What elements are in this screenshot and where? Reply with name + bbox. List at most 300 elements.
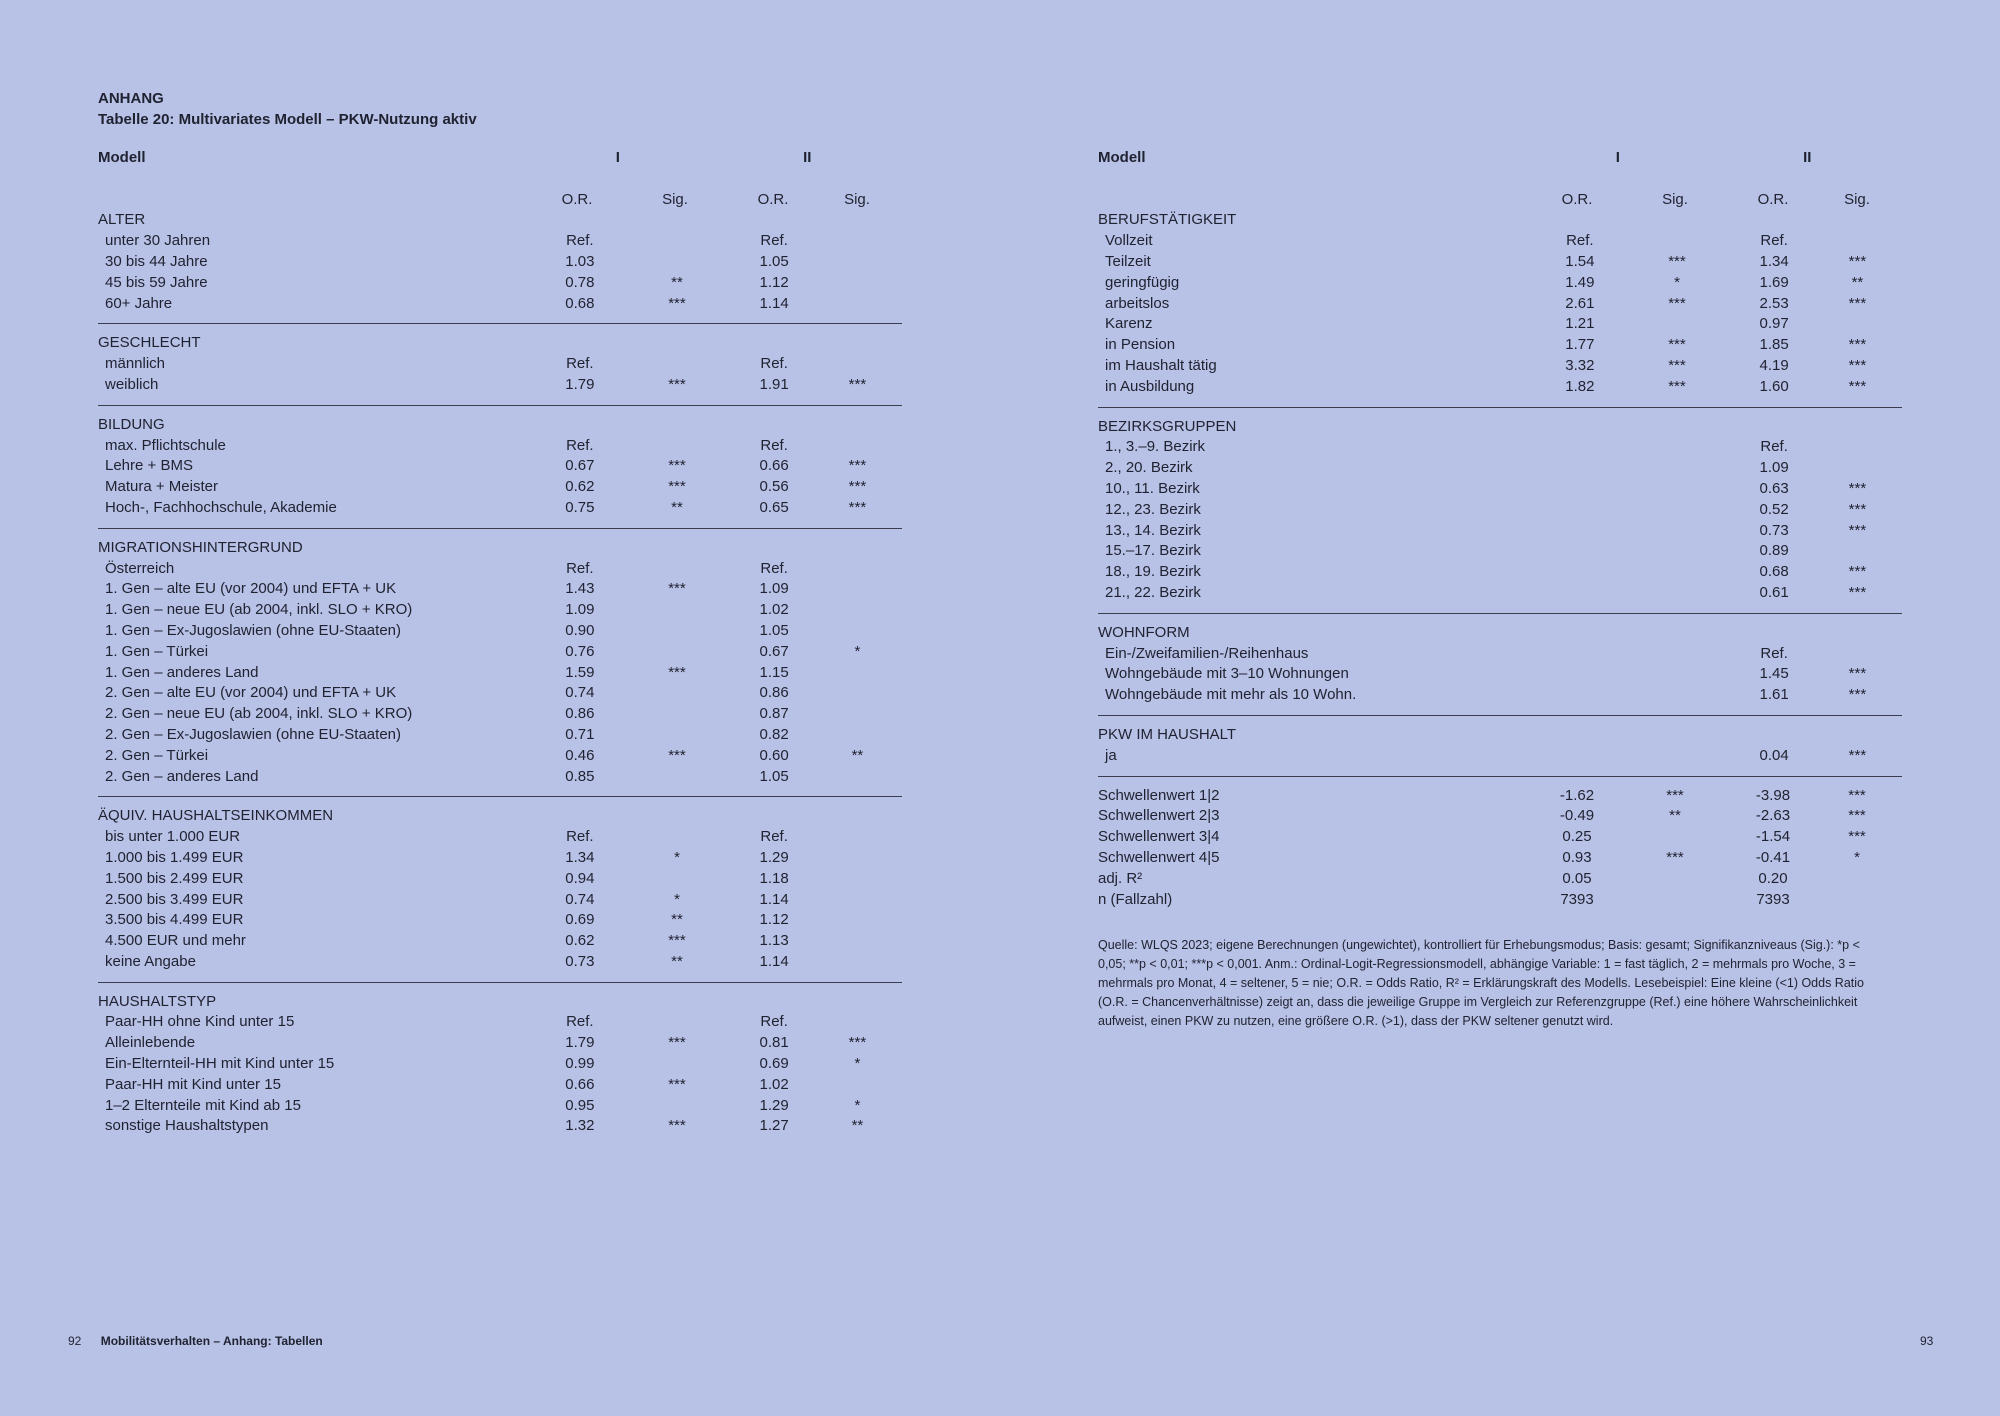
or-value-model-ii: Ref. [760,1013,788,1031]
section-title: PKW IM HAUSHALT [1098,725,1237,743]
sig-value-model-ii [813,252,902,273]
or-value-model-ii: 0.61 [1759,583,1789,601]
sig-header: Sig. [662,190,688,208]
table-row [98,1116,902,1137]
sig-value-model-i [1619,231,1736,252]
or-value-model-i: 0.94 [565,869,595,887]
sig-value-model-ii: ** [851,1117,864,1135]
sig-value-model-ii [1813,541,1902,562]
or-sig-header-row [98,190,902,211]
section-title: BILDUNG [98,415,165,433]
or-value-model-ii: 0.97 [1759,315,1789,333]
or-value-model-ii: 1.15 [759,663,789,681]
or-value-model-i: 0.66 [565,1075,595,1093]
row-label: 18., 19. Bezirk [1105,563,1201,581]
section-divider [98,323,902,324]
table-row [1098,356,1902,377]
sig-value-model-ii [813,931,902,952]
sig-value-model-i [1619,644,1736,665]
left-table-body [98,210,902,1137]
sig-value-model-ii: * [854,642,861,660]
sig-value-model-i: *** [668,1117,686,1135]
or-value-model-i: 1.77 [1565,336,1595,354]
sig-value-model-i [1616,890,1734,911]
or-value-model-i [1541,685,1618,706]
section-divider [1098,715,1902,716]
sig-value-model-i [619,559,736,580]
or-value-model-i: 0.90 [565,621,595,639]
sig-value-model-i [619,642,736,663]
or-value-model-i: Ref. [566,1013,594,1031]
or-value-model-i: -0.49 [1559,807,1595,825]
row-label: Paar-HH mit Kind unter 15 [105,1075,281,1093]
or-value-model-i: 0.86 [565,705,595,723]
table-row [98,910,902,931]
row-label: Schwellenwert 3|4 [1098,828,1220,846]
sig-value-model-i [1616,827,1734,848]
table-row [98,456,902,477]
section-label: ANHANG [98,90,164,107]
row-label: Wohngebäude mit 3–10 Wohnungen [1105,665,1349,683]
table-row [98,848,902,869]
sig-header: Sig. [844,190,870,208]
table-title: Tabelle 20: Multivariates Modell – PKW-Nutzung aktiv [98,111,477,128]
row-label: 1. Gen – Türkei [105,642,209,660]
section-divider [1098,613,1902,614]
or-value-model-i: -1.62 [1559,786,1595,804]
row-label: bis unter 1.000 EUR [105,828,241,846]
or-sig-header-row [1098,190,1902,211]
left-table [98,148,902,1137]
row-label: 2. Gen – anderes Land [105,767,259,785]
sig-value-model-i [619,683,736,704]
or-value-model-i: 0.62 [565,478,595,496]
or-value-model-i: 0.74 [565,890,595,908]
section-title: MIGRATIONSHINTERGRUND [98,538,303,556]
sig-value-model-i: ** [671,911,683,929]
section-title: BERUFSTÄTIGKEIT [1098,211,1237,229]
footer-right [1920,1334,1933,1348]
table-row [1098,644,1902,665]
table-row [98,1054,902,1075]
sig-value-model-ii: * [1854,848,1860,866]
or-value-model-ii: 0.04 [1759,746,1789,764]
row-label: n (Fallzahl) [1098,890,1173,908]
table-row [98,354,902,375]
sig-value-model-ii [813,869,902,890]
or-value-model-i: 1.09 [565,601,595,619]
sig-value-model-ii: *** [1848,686,1867,704]
row-label: 2. Gen – neue EU (ab 2004, inkl. SLO + KRO) [105,705,413,723]
sig-value-model-ii [813,600,902,621]
right-table-body [1098,210,1902,776]
sig-value-model-i [619,600,736,621]
or-value-model-ii: 4.19 [1759,356,1789,374]
or-value-model-i [1541,500,1618,521]
or-value-model-ii: 0.69 [759,1055,789,1073]
sig-value-model-i [1619,685,1736,706]
row-label: unter 30 Jahren [105,232,211,250]
sig-value-model-i [1619,458,1736,479]
row-label: Hoch-, Fachhochschule, Akademie [105,498,337,516]
or-value-model-ii: 0.20 [1758,869,1788,887]
row-label: Karenz [1105,315,1153,333]
table-row [1098,252,1902,273]
row-label: 2., 20. Bezirk [1105,459,1193,477]
section-title: ÄQUIV. HAUSHALTSEINKOMMEN [98,807,334,825]
sig-value-model-ii [813,910,902,931]
sig-value-model-i: *** [1668,356,1686,374]
sig-header: Sig. [1662,190,1688,208]
sig-value-model-i [1619,562,1736,583]
or-value-model-i: 0.95 [565,1096,595,1114]
or-value-model-i: 0.78 [565,273,595,291]
table-row [1098,437,1902,458]
sig-value-model-ii: *** [1848,336,1867,354]
or-value-model-ii: -1.54 [1755,828,1791,846]
row-label: Schwellenwert 4|5 [1098,848,1220,866]
or-value-model-i [1541,437,1618,458]
section-divider [98,982,902,983]
row-label: sonstige Haushaltstypen [105,1117,269,1135]
sig-value-model-ii [813,354,902,375]
table-row [98,621,902,642]
section-divider [1098,776,1902,777]
table-row [98,827,902,848]
or-value-model-i: 0.74 [565,684,595,702]
sig-value-model-i: *** [668,457,686,475]
sig-value-model-ii: ** [851,746,864,764]
or-value-model-ii: 1.12 [759,911,789,929]
sig-value-model-ii: *** [1848,500,1867,518]
section-title: BEZIRKSGRUPPEN [1098,417,1237,435]
sig-value-model-i: *** [668,294,686,312]
or-value-model-i: Ref. [566,232,594,250]
or-value-model-ii: 1.61 [1759,686,1789,704]
or-value-model-i [1541,746,1618,767]
source-note: Quelle: WLQS 2023; eigene Berechnungen (ungewichtet), kontrolliert für Erhebungsmodus; Basis: gesamt; Signifikanzniveaus (Sig.): *p < 0,05; **p < 0,01; ***p < 0,001. Anm.: Ordinal-Logit-Regressionsmodell, abhängige Variable: 1 = fast täglich, 2 = mehrmals pro Woche, 3 = mehrmals pro Monat, 4 = seltener, 5 = nie; O.R. = Odds Ratio, R² = Erklärungskraft des Modells. Lesebeispiel: Eine kleine (<1) Odds Ratio (O.R. = Chancenverhältnisse) zeigt an, dass die jeweilige Gruppe im Vergleich zur Referenzgruppe (Ref.) eine höhere Wahrscheinlichkeit aufweist, einen PKW zu nutzen, eine größere O.R. (>1), dass der PKW seltener genutzt wird. [1098,938,1864,1029]
row-label: männlich [105,355,166,373]
or-value-model-ii: 1.69 [1759,273,1789,291]
table-row [98,746,902,767]
or-value-model-ii: 1.02 [759,1075,789,1093]
table-row [1098,521,1902,542]
sig-value-model-ii [813,827,902,848]
table-row [98,498,902,519]
sig-value-model-i [1619,583,1736,604]
row-label: 2.500 bis 3.499 EUR [105,890,244,908]
sig-value-model-i: ** [671,273,683,291]
or-value-model-i: 0.68 [565,294,595,312]
or-value-model-i: 1.82 [1565,377,1595,395]
sig-value-model-ii [813,559,902,580]
sig-value-model-ii: *** [1848,356,1867,374]
table-row [1098,583,1902,604]
sig-value-model-i [619,1012,736,1033]
sig-header: Sig. [1844,190,1870,208]
or-value-model-ii: 0.63 [1759,479,1789,497]
sig-value-model-i [619,354,736,375]
or-value-model-ii: 1.12 [759,273,789,291]
or-value-model-ii: 1.91 [759,375,789,393]
or-header: O.R. [561,190,593,208]
row-label: Österreich [105,559,175,577]
sig-value-model-i: *** [1668,336,1686,354]
or-value-model-i: 1.43 [565,580,595,598]
or-value-model-ii: 0.68 [1759,563,1789,581]
sig-value-model-ii: *** [1848,786,1866,804]
sig-value-model-ii [1812,869,1902,890]
or-value-model-ii: 1.45 [1759,665,1789,683]
or-value-model-i: 1.54 [1565,252,1595,270]
or-value-model-ii: Ref. [760,828,788,846]
right-table [1098,148,1902,1031]
sig-value-model-ii [813,848,902,869]
row-label: max. Pflichtschule [105,436,226,454]
row-label: 21., 22. Bezirk [1105,583,1201,601]
table-row [98,1096,902,1117]
table-row [1098,314,1902,335]
sig-value-model-ii [813,579,902,600]
sig-value-model-i: *** [1668,377,1686,395]
or-value-model-i [1541,479,1618,500]
sig-value-model-i [619,436,736,457]
row-label: weiblich [105,375,159,393]
or-value-model-i: 1.49 [1565,273,1595,291]
table-row [98,477,902,498]
sig-value-model-ii [1813,314,1902,335]
table-row [1098,500,1902,521]
row-label: 4.500 EUR und mehr [105,932,246,950]
or-value-model-i [1541,458,1618,479]
model-ii-header: II [803,149,812,166]
or-value-model-i: 1.59 [565,663,595,681]
sig-value-model-i: ** [1669,807,1681,825]
table-row [1098,786,1902,807]
or-value-model-i: 1.03 [565,252,595,270]
or-value-model-ii: 1.34 [1759,252,1789,270]
table-row [98,1012,902,1033]
or-value-model-i: Ref. [566,355,594,373]
or-value-model-i: 0.75 [565,498,595,516]
or-value-model-i: 1.79 [565,375,595,393]
or-value-model-ii: 1.27 [759,1117,789,1135]
table-row [98,436,902,457]
or-value-model-i [1541,583,1618,604]
sig-value-model-i [1619,479,1736,500]
sig-value-model-i: *** [668,580,686,598]
or-value-model-ii: 1.29 [759,1096,789,1114]
row-label: 13., 14. Bezirk [1105,521,1201,539]
table-row [98,683,902,704]
section-divider [98,796,902,797]
row-label: im Haushalt tätig [1105,356,1217,374]
sig-value-model-ii: *** [848,478,867,496]
or-value-model-i: 0.99 [565,1055,595,1073]
row-label: 2. Gen – Ex-Jugoslawien (ohne EU-Staaten) [105,725,401,743]
sig-value-model-i [1619,746,1736,767]
sig-value-model-i [619,1054,736,1075]
or-value-model-ii: 1.05 [759,252,789,270]
sig-value-model-i: * [1674,273,1680,291]
table-row [1098,806,1902,827]
or-value-model-ii: 1.14 [759,890,789,908]
table-row [1098,294,1902,315]
section-title: GESCHLECHT [98,334,201,352]
row-label: Paar-HH ohne Kind unter 15 [105,1013,295,1031]
page-number-left: 92 [68,1334,82,1348]
or-value-model-i [1541,562,1618,583]
section-divider [98,405,902,406]
or-value-model-ii: 1.14 [759,294,789,312]
or-value-model-ii: Ref. [760,355,788,373]
table-row [98,890,902,911]
or-value-model-ii: Ref. [760,232,788,250]
row-label: Alleinlebende [105,1034,196,1052]
sig-value-model-i [619,704,736,725]
sig-value-model-i [1616,869,1734,890]
table-row [1098,273,1902,294]
or-value-model-i: 1.32 [565,1117,595,1135]
or-value-model-i: 0.69 [565,911,595,929]
sig-value-model-ii: *** [848,375,867,393]
sig-value-model-ii [813,1012,902,1033]
sig-value-model-ii [813,621,902,642]
sig-value-model-i: * [674,848,680,866]
table-row [1098,869,1902,890]
section-divider [98,528,902,529]
footer-left [68,1334,323,1348]
or-value-model-i: 1.21 [1565,315,1595,333]
or-value-model-i: Ref. [566,559,594,577]
row-label: 10., 11. Bezirk [1105,479,1200,497]
or-value-model-ii: Ref. [1760,438,1788,456]
sig-value-model-ii: *** [1848,828,1866,846]
or-value-model-ii: 0.56 [759,478,789,496]
sig-value-model-i [1619,437,1736,458]
or-value-model-ii: 1.09 [759,580,789,598]
or-value-model-i: 0.05 [1562,869,1592,887]
row-label: 2. Gen – alte EU (vor 2004) und EFTA + UK [105,684,397,702]
table-row [1098,848,1902,869]
or-value-model-i: Ref. [1566,232,1594,250]
or-value-model-i: 7393 [1560,890,1594,908]
table-row [98,273,902,294]
or-value-model-i: 3.32 [1565,356,1595,374]
row-label: ja [1105,746,1117,764]
or-value-model-ii: 0.65 [759,498,789,516]
or-value-model-i: 0.25 [1562,828,1592,846]
row-label: 1.000 bis 1.499 EUR [105,848,244,866]
sig-value-model-ii [1813,458,1902,479]
or-value-model-ii: 0.73 [1759,521,1789,539]
table-row [98,294,902,315]
model-i-header: I [1615,149,1620,166]
sig-value-model-ii [1813,231,1902,252]
sig-value-model-i [1619,521,1736,542]
or-header: O.R. [1561,190,1593,208]
or-value-model-i: Ref. [566,828,594,846]
row-label: Ein-Elternteil-HH mit Kind unter 15 [105,1055,335,1073]
footer-title: Mobilitätsverhalten – Anhang: Tabellen [100,1334,323,1348]
sig-value-model-i: *** [1666,786,1684,804]
sig-value-model-ii: * [854,1096,861,1114]
sig-value-model-i [619,252,736,273]
sig-value-model-ii [1813,437,1902,458]
or-value-model-i: 1.79 [565,1034,595,1052]
row-label: 15.–17. Bezirk [1105,542,1201,560]
sig-value-model-i [619,767,736,788]
or-value-model-ii: Ref. [1760,232,1788,250]
section-title: HAUSHALTSTYP [98,992,217,1010]
table-row [98,231,902,252]
or-value-model-ii: 1.85 [1759,336,1789,354]
or-value-model-i [1541,644,1618,665]
sig-value-model-ii [813,683,902,704]
or-value-model-i [1541,664,1618,685]
model-header-row [98,148,902,169]
or-value-model-ii: -0.41 [1755,848,1791,866]
row-label: Lehre + BMS [105,457,193,475]
row-label: Vollzeit [1105,232,1153,250]
sig-value-model-i: ** [671,498,683,516]
sig-value-model-ii: * [854,1055,861,1073]
sig-value-model-i [1619,541,1736,562]
sig-value-model-ii [813,1075,902,1096]
row-label: geringfügig [1105,273,1180,291]
table-row [98,559,902,580]
sig-value-model-ii: *** [1848,665,1867,683]
sig-value-model-i [619,725,736,746]
or-value-model-ii: Ref. [1760,644,1788,662]
sig-value-model-ii: *** [1848,294,1867,312]
sig-value-model-i: *** [668,478,686,496]
modell-header: Modell [1098,149,1146,166]
or-value-model-ii: 1.13 [759,932,789,950]
sig-value-model-i: *** [1666,848,1684,866]
sig-value-model-i: *** [668,1075,686,1093]
row-label: Wohngebäude mit mehr als 10 Wohn. [1105,686,1357,704]
or-value-model-ii: 0.67 [759,642,789,660]
sig-value-model-i: *** [668,746,686,764]
row-label: 3.500 bis 4.499 EUR [105,911,244,929]
or-value-model-ii: 0.89 [1759,542,1789,560]
or-value-model-ii: 0.82 [759,725,789,743]
or-value-model-ii: 1.02 [759,601,789,619]
sig-value-model-i [1619,500,1736,521]
sig-value-model-ii [813,273,902,294]
row-label: Ein-/Zweifamilien-/Reihenhaus [1105,644,1309,662]
row-label: adj. R² [1098,869,1143,887]
section-divider [1098,407,1902,408]
sig-value-model-ii [1812,890,1902,911]
or-value-model-i: 0.93 [1562,848,1592,866]
table-row [98,663,902,684]
sig-value-model-ii: *** [1848,521,1867,539]
or-value-model-i: 0.73 [565,952,595,970]
or-value-model-ii: 1.18 [759,869,789,887]
or-value-model-ii: 1.29 [759,848,789,866]
or-value-model-i [1541,521,1618,542]
threshold-table [1098,786,1902,911]
or-value-model-ii: -2.63 [1755,807,1791,825]
table-row [98,252,902,273]
sig-value-model-ii: ** [1851,273,1864,291]
or-value-model-i [1541,541,1618,562]
or-value-model-ii: 0.52 [1759,500,1789,518]
sig-value-model-i [1619,314,1736,335]
row-label: Schwellenwert 1|2 [1098,786,1220,804]
